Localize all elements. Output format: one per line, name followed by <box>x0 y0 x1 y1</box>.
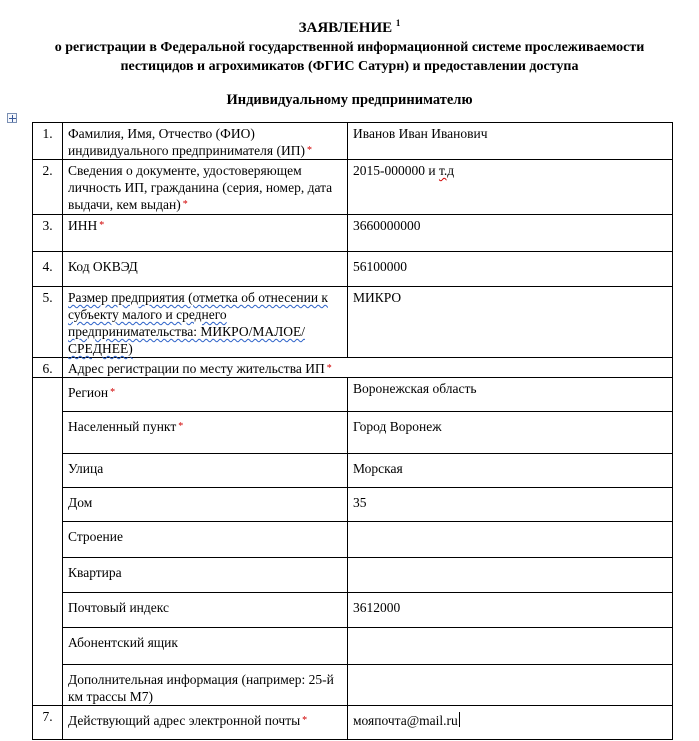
field-value-region[interactable]: Воронежская область <box>348 378 673 412</box>
field-value-apartment[interactable] <box>348 558 673 593</box>
field-label-inn: ИНН * <box>63 215 348 252</box>
table-row <box>33 706 673 740</box>
title-text: ЗАЯВЛЕНИЕ <box>298 20 393 36</box>
row-number: 7. <box>33 706 63 740</box>
field-label-enterprise-size: Размер предприятия (отметка об отнесении к субъекту малого и среднего предпринимательства: МИКРО/МАЛОЕ/СРЕДНЕЕ) <box>63 287 348 358</box>
section-label-registration-address: Адрес регистрации по месту жительства ИП * <box>63 358 673 378</box>
row-number: 6. <box>33 358 63 378</box>
field-label-apartment: Квартира <box>63 558 348 593</box>
title-line-1: о регистрации в Федеральной государственной информационной системе прослеживаемости <box>54 40 645 55</box>
required-marker: * <box>99 220 105 231</box>
table-row <box>33 160 673 215</box>
field-value-street[interactable]: Морская <box>348 454 673 488</box>
field-value-identity-document[interactable]: 2015-000000 и т.д <box>348 160 673 215</box>
field-value-postal-code[interactable]: 3612000 <box>348 593 673 628</box>
table-row <box>33 454 673 488</box>
row-number: 5. <box>33 287 63 358</box>
field-value-locality[interactable]: Город Воронеж <box>348 412 673 454</box>
required-marker: * <box>302 715 308 726</box>
document-title <box>0 20 699 37</box>
table-row <box>33 593 673 628</box>
table-move-handle-icon[interactable] <box>7 113 17 123</box>
field-value-enterprise-size[interactable]: МИКРО <box>348 287 673 358</box>
field-value-okved[interactable]: 56100000 <box>348 252 673 287</box>
table-row <box>33 628 673 665</box>
application-form-table <box>32 122 673 740</box>
field-value-additional-info[interactable] <box>348 665 673 706</box>
row-number: 2. <box>33 160 63 215</box>
applicant-type-subtitle: Индивидуальному предпринимателю <box>226 92 473 108</box>
field-value-email[interactable]: мояпочта@mail.ru <box>348 706 673 740</box>
required-marker: * <box>326 363 332 374</box>
spellcheck-flagged-text: т.д <box>438 163 455 178</box>
field-label-locality: Населенный пункт * <box>63 412 348 454</box>
required-marker: * <box>307 145 312 156</box>
field-label-fio: Фамилия, Имя, Отчество (ФИО) индивидуального предпринимателя (ИП) * <box>63 123 348 160</box>
field-value-house[interactable]: 35 <box>348 488 673 522</box>
title-line-2: пестицидов и агрохимикатов (ФГИС Сатурн) и предоставлении доступа <box>120 59 579 74</box>
text-cursor <box>459 712 460 727</box>
field-label-email: Действующий адрес электронной почты * <box>63 706 348 740</box>
field-label-region: Регион * <box>63 378 348 412</box>
table-row <box>33 665 673 706</box>
table-row <box>33 522 673 558</box>
table-row <box>33 378 673 412</box>
field-label-building: Строение <box>63 522 348 558</box>
required-marker: * <box>182 199 188 210</box>
table-row <box>33 558 673 593</box>
table-row <box>33 215 673 252</box>
field-label-okved: Код ОКВЭД <box>63 252 348 287</box>
field-label-house: Дом <box>63 488 348 522</box>
field-label-po-box: Абонентский ящик <box>63 628 348 665</box>
field-value-inn[interactable]: 3660000000 <box>348 215 673 252</box>
row-number: 1. <box>33 123 63 160</box>
table-row <box>33 252 673 287</box>
required-marker: * <box>110 387 116 398</box>
field-value-po-box[interactable] <box>348 628 673 665</box>
table-row <box>33 358 673 378</box>
field-label-identity-document: Сведения о документе, удостоверяющем личность ИП, гражданина (серия, номер, дата выдачи, кем выдан) * <box>63 160 348 215</box>
footnote-mark: 1 <box>395 18 401 28</box>
table-row <box>33 412 673 454</box>
table-row <box>33 123 673 160</box>
table-row <box>33 287 673 358</box>
required-marker: * <box>178 421 184 432</box>
field-label-additional-info: Дополнительная информация (например: 25-й км трассы М7) <box>63 665 348 706</box>
field-label-street: Улица <box>63 454 348 488</box>
row-number: 4. <box>33 252 63 287</box>
table-row <box>33 488 673 522</box>
field-value-fio[interactable]: Иванов Иван Иванович <box>348 123 673 160</box>
field-value-building[interactable] <box>348 522 673 558</box>
field-label-postal-code: Почтовый индекс <box>63 593 348 628</box>
row-number: 3. <box>33 215 63 252</box>
